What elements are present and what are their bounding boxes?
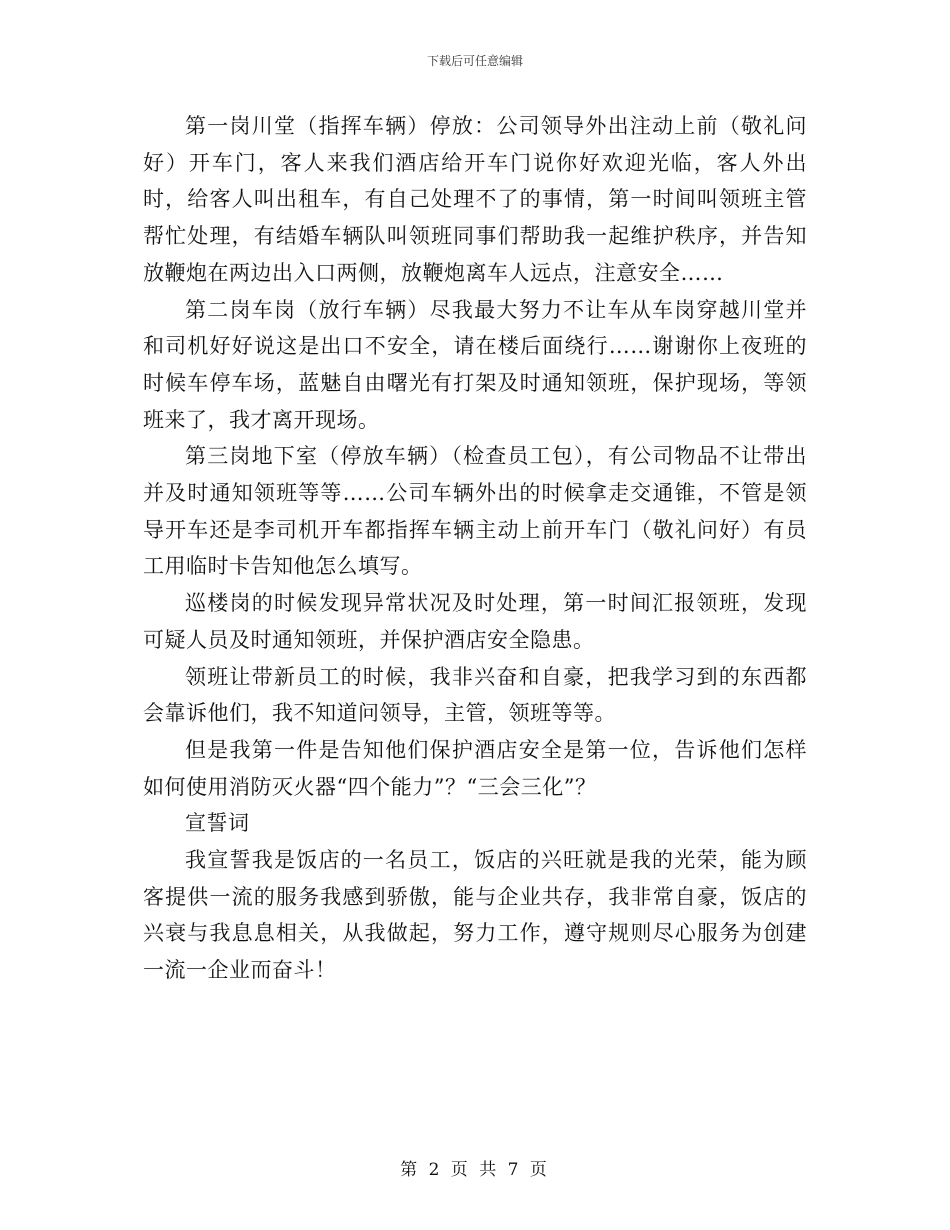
paragraph-patrol: 巡楼岗的时候发现异常状况及时处理，第一时间汇报领班，发现可疑人员及时通知领班，并保护酒店安全隐患。 bbox=[143, 591, 807, 652]
document-body bbox=[143, 108, 807, 989]
paragraph-training: 领班让带新员工的时候，我非兴奋和自豪，把我学习到的东西都会靠诉他们，我不知道问领导，主管，领班等等。 bbox=[143, 664, 807, 726]
paragraph-post-two: 第二岗车岗（放行车辆）尽我最大努力不让车从车岗穿越川堂并和司机好好说这是出口不安全，请在楼后面绕行……谢谢你上夜班的时候车停车场，蓝魅自由曙光有打架及时通知领班，保护现场，等领班来了，我才离开现场。 bbox=[143, 297, 807, 432]
paragraph-safety: 但是我第一件是告知他们保护酒店安全是第一位，告诉他们怎样如何使用消防灭火器“四个能力”？“三会三化”？ bbox=[143, 737, 807, 799]
paragraph-oath: 我宣誓我是饭店的一名员工，饭店的兴旺就是我的光荣，能为顾客提供一流的服务我感到骄傲，能与企业共存，我非常自豪，饭店的兴衰与我息息相关，从我做起，努力工作，遵守规则尽心服务为创建一流一企业而奋斗！ bbox=[143, 848, 807, 983]
paragraph-post-one: 第一岗川堂（指挥车辆）停放：公司领导外出注动上前（敬礼问好）开车门，客人来我们酒店给开车门说你好欢迎光临，客人外出时，给客人叫出租车，有自己处理不了的事情，第一时间叫领班主管帮忙处理，有结婚车辆队叫领班同事们帮助我一起维护秩序，并告知放鞭炮在两边出入口两侧，放鞭炮离车人远点，注意安全…… bbox=[143, 114, 807, 285]
oath-heading: 宣誓词 bbox=[185, 811, 250, 836]
page-footer: 第 2 页 共 7 页 bbox=[400, 1160, 550, 1180]
paragraph-post-three: 第三岗地下室（停放车辆）（检查员工包），有公司物品不让带出并及时通知领班等等……公司车辆外出的时候拿走交通锥，不管是领导开车还是李司机开车都指挥车辆主动上前开车门（敬礼问好）有员工用临时卡告知他怎么填写。 bbox=[143, 444, 807, 579]
page-header: 下载后可任意编辑 bbox=[426, 54, 523, 68]
